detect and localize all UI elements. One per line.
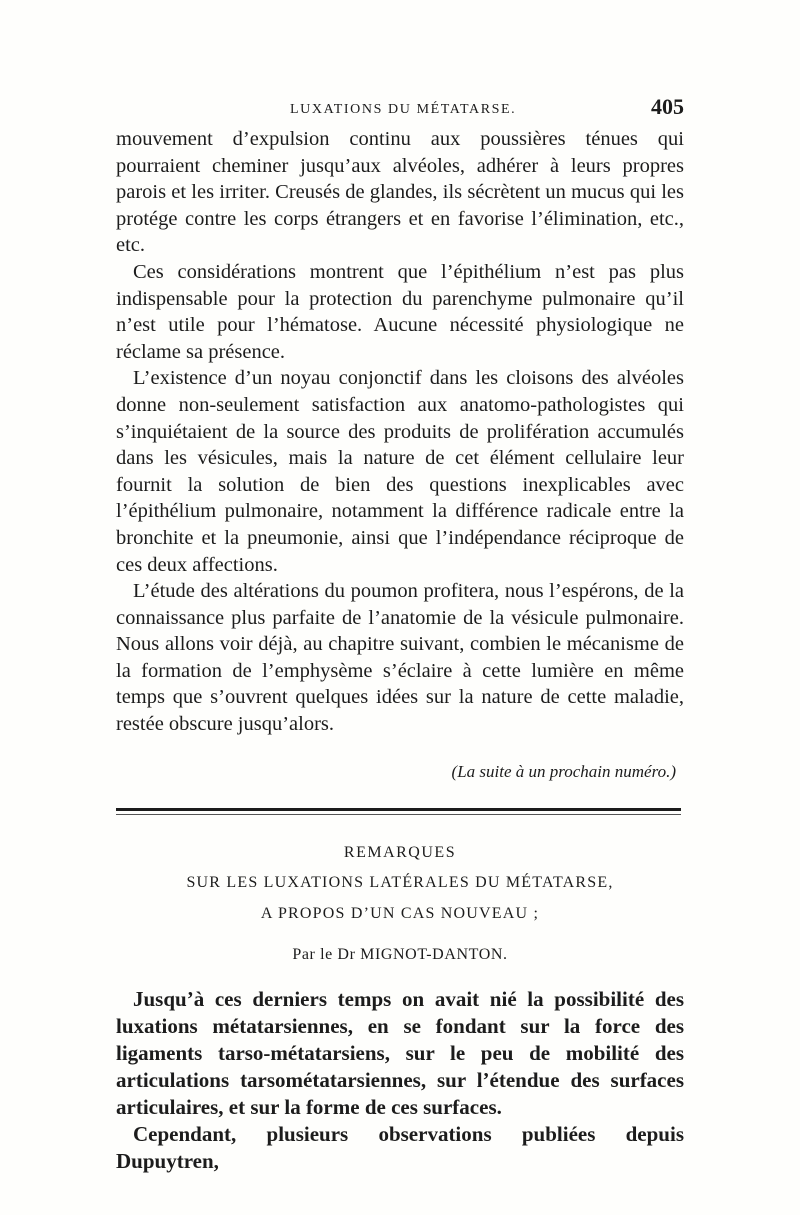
paragraph: L’existence d’un noyau conjonctif dans les cloisons des alvéoles donne non-seulement satisfaction aux anatomo-pathologistes qui s’inquiétaient de la source des produits de prolifération accumulés dans les vésicules, mais la nature de cet élément cellulaire leur fournit la solution de bien des questions inexplicables avec l’épithélium pulmonaire, notamment la différence radicale entre la bronchite et la pneumonie, ainsi que l’indépendance réciproque de ces deux affections. bbox=[116, 367, 684, 576]
page-number: 405 bbox=[651, 94, 684, 119]
continuation-note: (La suite à un prochain numéro.) bbox=[451, 762, 676, 781]
continued-article-text bbox=[116, 126, 684, 738]
article-author: Par le Dr MIGNOT-DANTON. bbox=[292, 946, 508, 963]
paragraph: Jusqu’à ces derniers temps on avait nié la possibilité des luxations métatarsiennes, en se fondant sur la force des ligaments tarso-métatarsiens, sur le peu de mobilité des articulations tarsométatarsiennes, sur l’étendue des surfaces articulaires, et sur la forme de ces surfaces. bbox=[116, 987, 684, 1119]
running-head bbox=[116, 92, 684, 122]
article-subtitle: A PROPOS D’UN CAS NOUVEAU ; bbox=[260, 905, 540, 922]
running-title: LUXATIONS DU MÉTATARSE. bbox=[290, 102, 517, 117]
new-article-text bbox=[116, 986, 684, 1175]
paragraph: Ces considérations montrent que l’épithélium n’est pas plus indispensable pour la protection du parenchyme pulmonaire qu’il n’est utile pour l’hématose. Aucune nécessité physiologique ne réclame sa présence. bbox=[116, 260, 684, 363]
paragraph: L’étude des altérations du poumon profitera, nous l’espérons, de la connaissance plus parfaite de l’anatomie de la vésicule pulmonaire. Nous allons voir déjà, au chapitre suivant, combien le mécanisme de la formation de l’emphysème s’éclaire à cette lumière en même temps que s’ouvrent quelques idées sur la nature de cette maladie, restée obscure jusqu’alors. bbox=[116, 580, 684, 736]
section-divider-thin bbox=[116, 814, 681, 815]
paragraph: mouvement d’expulsion continu aux poussières ténues qui pourraient cheminer jusqu’aux alvéoles, adhérer à leurs propres parois et les irriter. Creusés de glandes, ils sécrètent un mucus qui les protége contre les corps étrangers et en favorise l’élimination, etc., etc. bbox=[116, 128, 684, 257]
paragraph: Cependant, plusieurs observations publiées depuis Dupuytren, bbox=[116, 1122, 684, 1173]
article-heading: REMARQUES bbox=[343, 844, 457, 861]
section-divider bbox=[116, 808, 681, 811]
article-subject: SUR LES LUXATIONS LATÉRALES DU MÉTATARSE, bbox=[186, 874, 614, 891]
